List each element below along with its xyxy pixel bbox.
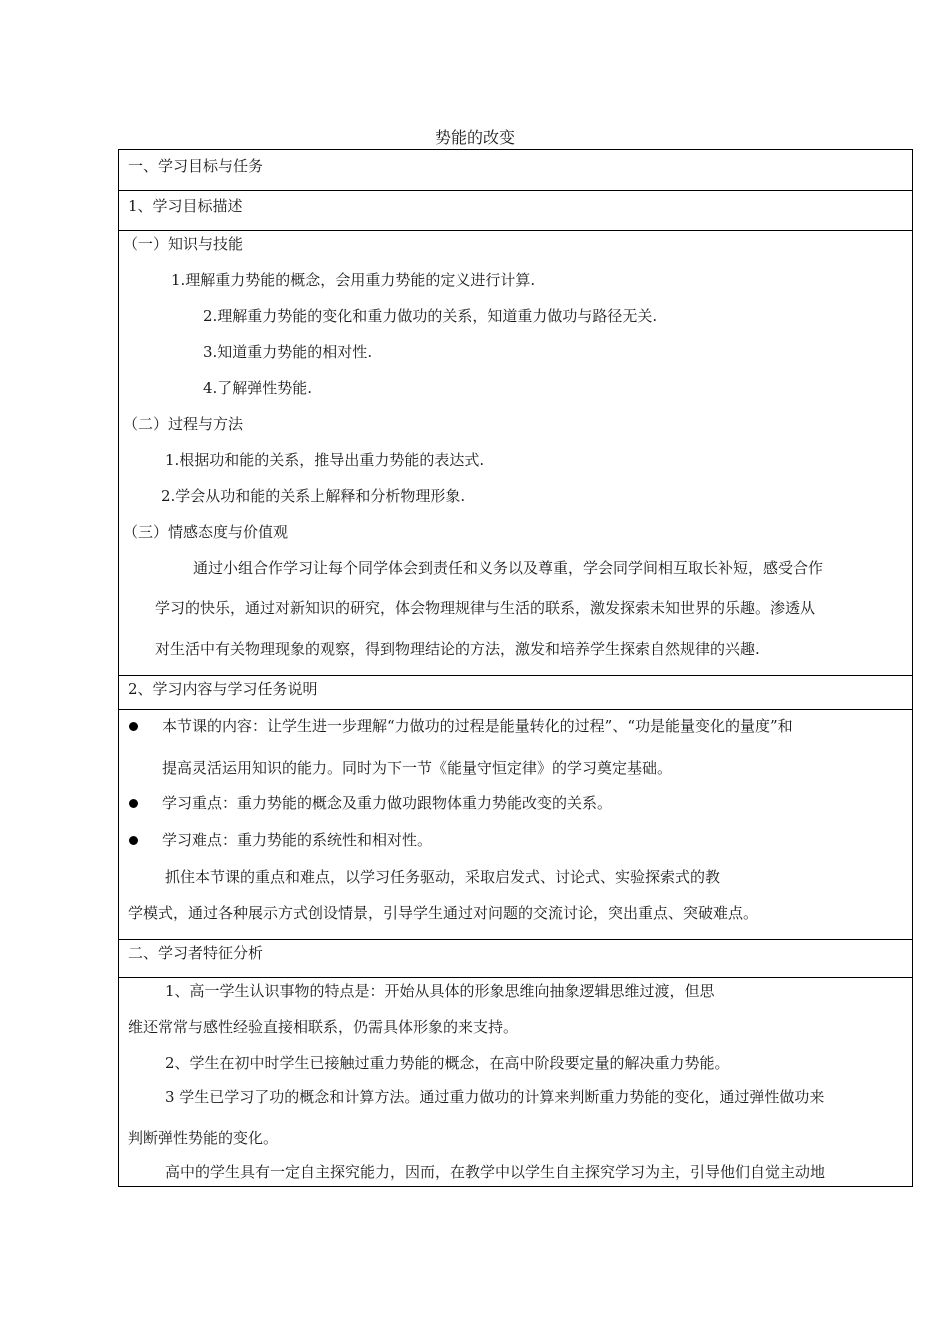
content-subheader: 2、学习内容与学习任务说明 bbox=[128, 680, 318, 698]
knowledge-item: 2.理解重力势能的变化和重力做功的关系，知道重力做功与路径无关. bbox=[203, 307, 658, 325]
content-bullet-text: 学习难点：重力势能的系统性和相对性。 bbox=[162, 831, 433, 849]
knowledge-heading: （一）知识与技能 bbox=[123, 235, 244, 253]
knowledge-item: 1.理解重力势能的概念，会用重力势能的定义进行计算. bbox=[171, 271, 536, 289]
learner-paragraph-line: 判断弹性势能的变化。 bbox=[128, 1129, 279, 1147]
row-divider bbox=[119, 675, 912, 676]
content-bullet-text: 学习重点：重力势能的概念及重力做功跟物体重力势能改变的关系。 bbox=[162, 794, 613, 812]
section-1-header: 一、学习目标与任务 bbox=[128, 157, 264, 175]
emotion-heading: （三）情感态度与价值观 bbox=[123, 523, 289, 541]
content-bullet-text: 本节课的内容：让学生进一步理解“力做功的过程是能量转化的过程”、“功是能量变化的量度”和 bbox=[162, 717, 793, 735]
document-title: 势能的改变 bbox=[434, 128, 515, 147]
bullet-icon bbox=[129, 799, 138, 808]
bullet-icon bbox=[129, 836, 138, 845]
objectives-subheader: 1、学习目标描述 bbox=[128, 197, 243, 215]
lesson-plan-table bbox=[118, 149, 913, 1187]
learner-paragraph-line: 维还常常与感性经验直接相联系，仍需具体形象的来支持。 bbox=[128, 1018, 519, 1036]
learner-paragraph-line: 1、高一学生认识事物的特点是：开始从具体的形象思维向抽象逻辑思维过渡，但思 bbox=[165, 982, 715, 1000]
process-heading: （二）过程与方法 bbox=[123, 415, 244, 433]
row-divider bbox=[119, 939, 912, 940]
knowledge-item: 4.了解弹性势能. bbox=[203, 379, 313, 397]
learner-paragraph-line: 3 学生已学习了功的概念和计算方法。通过重力做功的计算来判断重力势能的变化，通过弹性做功来 bbox=[165, 1088, 825, 1106]
process-item: 2.学会从功和能的关系上解释和分析物理形象. bbox=[161, 487, 466, 505]
row-divider bbox=[119, 709, 912, 710]
emotion-paragraph-line: 对生活中有关物理现象的观察，得到物理结论的方法，激发和培养学生探索自然规律的兴趣. bbox=[155, 640, 760, 658]
row-divider bbox=[119, 230, 912, 231]
emotion-paragraph-line: 学习的快乐，通过对新知识的研究，体会物理规律与生活的联系，激发探索未知世界的乐趣。渗透从 bbox=[155, 599, 816, 617]
method-paragraph-line: 学模式，通过各种展示方式创设情景，引导学生通过对问题的交流讨论，突出重点、突破难点。 bbox=[128, 904, 759, 922]
emotion-paragraph-line: 通过小组合作学习让每个同学体会到责任和义务以及尊重，学会同学间相互取长补短，感受合作 bbox=[193, 559, 824, 577]
content-bullet-continuation: 提高灵活运用知识的能力。同时为下一节《能量守恒定律》的学习奠定基础。 bbox=[162, 759, 673, 777]
bullet-icon bbox=[129, 722, 138, 731]
learner-paragraph-line: 高中的学生具有一定自主探究能力，因而，在教学中以学生自主探究学习为主，引导他们自觉主动地 bbox=[165, 1163, 826, 1181]
process-item: 1.根据功和能的关系，推导出重力势能的表达式. bbox=[165, 451, 485, 469]
learner-paragraph-line: 2、学生在初中时学生已接触过重力势能的概念，在高中阶段要定量的解决重力势能。 bbox=[165, 1054, 730, 1072]
row-divider bbox=[119, 190, 912, 191]
knowledge-item: 3.知道重力势能的相对性. bbox=[203, 343, 373, 361]
row-divider bbox=[119, 977, 912, 978]
section-2-header: 二、学习者特征分析 bbox=[128, 944, 264, 962]
method-paragraph-line: 抓住本节课的重点和难点，以学习任务驱动，采取启发式、讨论式、实验探索式的教 bbox=[165, 868, 721, 886]
